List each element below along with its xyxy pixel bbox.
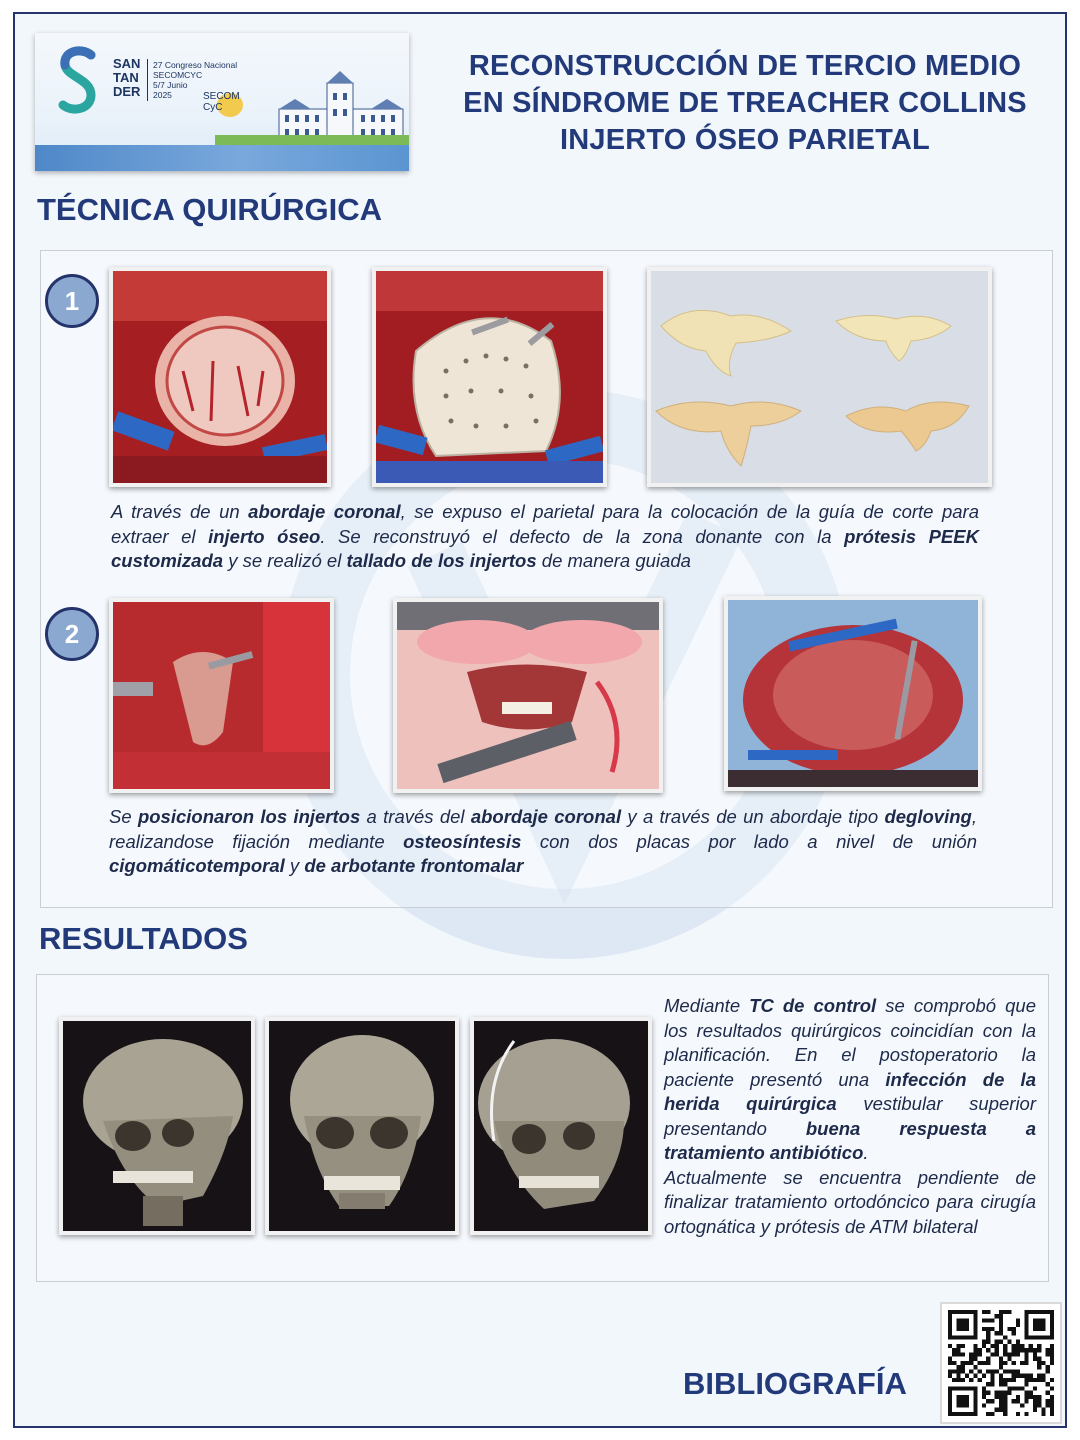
photo-coronal-positioning — [724, 596, 982, 791]
step-2-description: Se posicionaron los injertos a través del abordaje coronal y a través de un abordaje tipo degloving, realizandose fijación mediante osteosíntesis con dos placas por lado a nivel de unión cigomáticotemporal y de arbotante frontomalar — [109, 806, 977, 876]
photo-degloving-approach — [393, 598, 663, 793]
congress-banner — [35, 33, 409, 171]
qr-code-icon[interactable] — [940, 1302, 1062, 1424]
banner-congress-info: 27 Congreso Nacional SECOMCYC 5/7 Junio 2025 — [153, 60, 238, 100]
poster — [13, 12, 1067, 1428]
banner-divider — [147, 59, 148, 101]
photo-cutting-guide-parietal — [109, 267, 331, 487]
secomcyc-s-logo-icon — [53, 45, 103, 117]
banner-strip — [35, 145, 409, 171]
banner-city: SAN TAN DER — [113, 56, 141, 99]
poster-title: RECONSTRUCCIÓN DE TERCIO MEDIO EN SÍNDROME DE TREACHER COLLINS INJERTO ÓSEO PARIETAL — [463, 50, 1027, 156]
palace-illustration-icon — [275, 69, 407, 145]
photo-peek-prosthesis — [372, 267, 607, 487]
step-1-badge: 1 — [45, 274, 99, 328]
photo-carved-grafts — [647, 267, 992, 487]
ct-oblique-right — [59, 1017, 255, 1235]
bibliography-label: BIBLIOGRAFÍA — [683, 1366, 907, 1401]
section-title-tecnica: TÉCNICA QUIRÚRGICA — [37, 192, 383, 227]
step-1-description: A través de un abordaje coronal, se expuso el parietal para la colocación de la guía de corte para extraer el injerto óseo. Se reconstruyó el defecto de la zona donante con la prótesis PEEK customizada y se realizó el tallado de los injertos de manera guiada — [111, 501, 979, 571]
section-title-resultados: RESULTADOS — [39, 921, 248, 956]
society-logo: SECOM CyC — [203, 91, 240, 113]
step-2-badge: 2 — [45, 607, 99, 661]
banner-grass — [215, 135, 409, 145]
ct-oblique-left — [470, 1017, 652, 1235]
resultados-description: Mediante TC de control se comprobó que los resultados quirúrgicos coincidían con la planificación. En el postoperatorio la paciente presentó una infección de la herida quirúrgica vestibular superior presentando buena respuesta a tratamiento antibiótico. Actualmente se encuentra pendiente de finalizar tratamiento ortodóncico para cirugía ortognática y prótesis de ATM bilateral — [664, 995, 1037, 1237]
photo-zygomatic-fixation — [109, 598, 334, 793]
ct-frontal — [265, 1017, 459, 1235]
